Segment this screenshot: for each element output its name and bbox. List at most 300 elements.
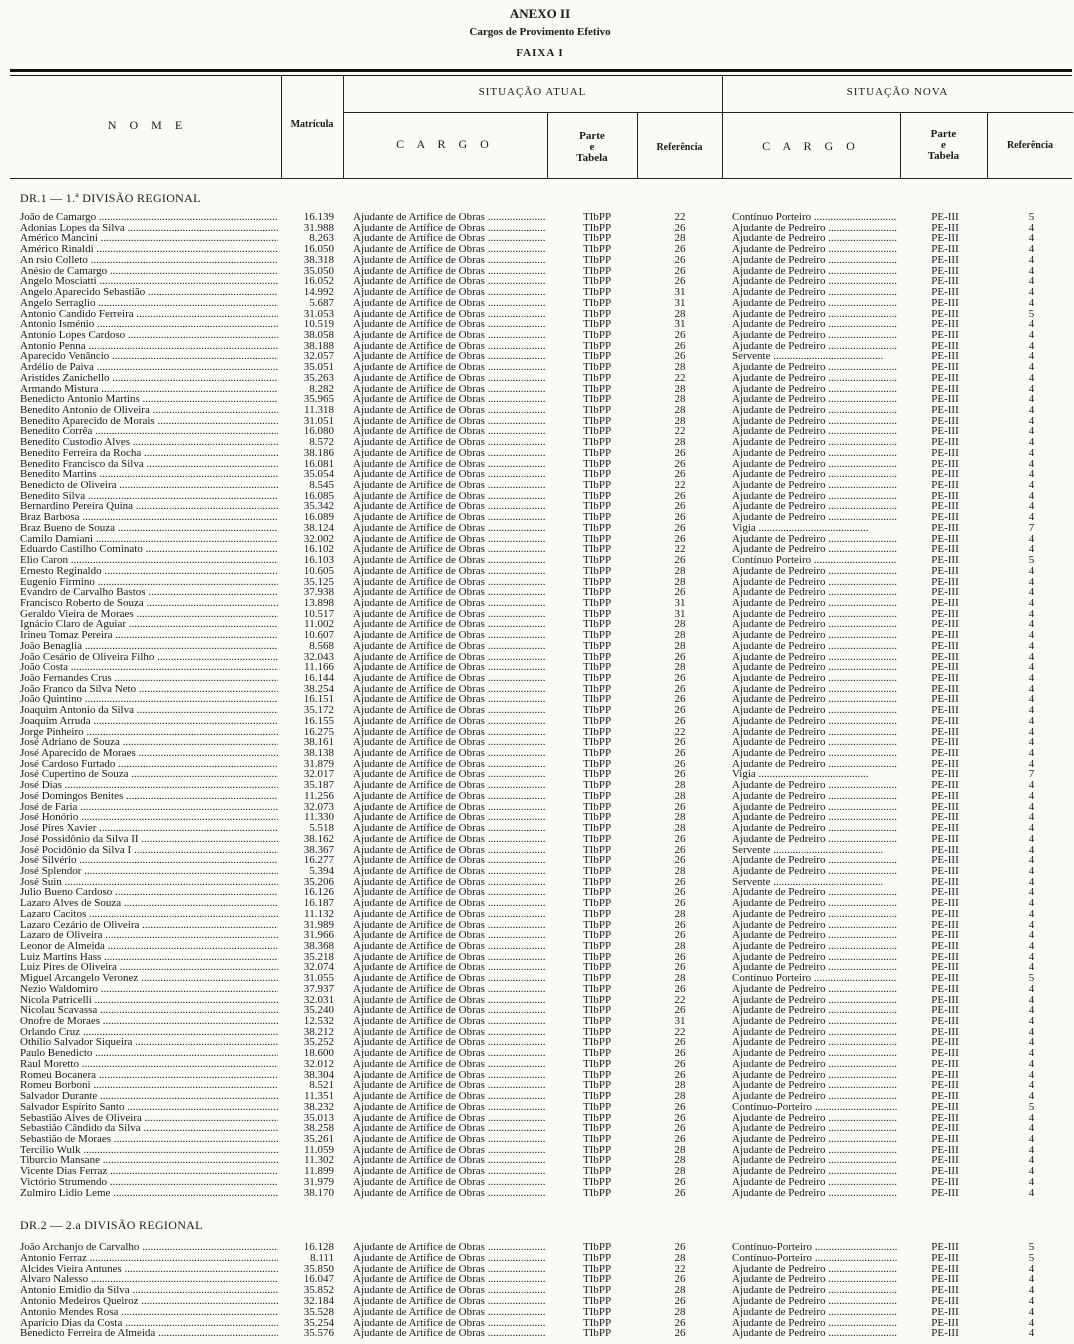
referencia-atual: 26 xyxy=(674,533,686,545)
referencia-nova: 4 xyxy=(1028,790,1035,802)
referencia-nova: 4 xyxy=(1028,244,1035,256)
referencia-nova: 4 xyxy=(1028,715,1035,727)
matricula: 16.128 xyxy=(303,1242,334,1253)
referencia-atual: 28 xyxy=(674,233,686,245)
parte-line-2: e xyxy=(589,141,595,153)
referencia-atual: 28 xyxy=(674,383,686,395)
employee-name: Nezio Waldomiro ..... xyxy=(20,984,278,995)
referencia-nova: 4 xyxy=(1028,222,1035,234)
referencia-nova: 4 xyxy=(1028,844,1035,856)
cargo-atual: Ajudante de Artífice de Obras ..... xyxy=(353,1328,545,1339)
cargo-atual: Ajudante de Artífice de Obras ..... xyxy=(353,416,545,427)
table-row xyxy=(0,684,1074,695)
employee-name: João Costa ..... xyxy=(20,662,278,673)
matricula: 32.057 xyxy=(303,351,334,363)
referencia-nova: 4 xyxy=(1028,887,1035,899)
matricula: 32.184 xyxy=(303,1296,334,1307)
matricula: 35.051 xyxy=(303,362,334,374)
cargo-atual: Ajudante de Artífice de Obras ..... xyxy=(353,727,545,738)
referencia-nova: 4 xyxy=(1028,533,1035,545)
parte-tabela-atual: TIbPP xyxy=(582,1252,612,1264)
cargo-novo: Ajudante de Pedreiro ..... xyxy=(732,448,897,459)
referencia-nova: 5 xyxy=(1028,555,1035,566)
parte-tabela-atual: TIbPP xyxy=(582,1187,612,1199)
cargo-atual: Ajudante de Artífice de Obras ..... xyxy=(353,1134,545,1145)
parte-tabela-nova: PE-III xyxy=(931,608,959,620)
table-row xyxy=(0,587,1074,598)
referencia-atual: 26 xyxy=(674,758,686,770)
matricula: 35.013 xyxy=(303,1112,334,1124)
cargo-atual: Ajudante de Artífice de Obras ..... xyxy=(353,619,545,630)
parte-tabela-nova: PE-III xyxy=(931,983,959,995)
employee-name: José Honório ..... xyxy=(20,812,278,823)
cargo-atual: Ajudante de Artífice de Obras ..... xyxy=(353,1005,545,1016)
employee-name: João Fernandes Crus ..... xyxy=(20,673,278,684)
matricula: 16.102 xyxy=(303,544,334,556)
parte-tabela-atual: TIbPP xyxy=(582,705,612,717)
referencia-atual: 26 xyxy=(674,1242,686,1253)
referencia-nova: 5 xyxy=(1028,1252,1035,1264)
matricula: 35.218 xyxy=(303,951,334,963)
matricula: 38.318 xyxy=(303,254,334,266)
referencia-atual: 26 xyxy=(674,887,686,899)
table-row xyxy=(0,1059,1074,1070)
cargo-novo: Ajudante de Pedreiro ..... xyxy=(732,1123,897,1134)
referencia-atual: 28 xyxy=(674,1166,686,1178)
matricula: 8.282 xyxy=(309,383,334,395)
cargo-novo: Ajudante de Pedreiro ..... xyxy=(732,962,897,973)
referencia-atual: 31 xyxy=(674,319,686,331)
parte-tabela-atual: TIbPP xyxy=(582,351,612,363)
cargo-atual: Ajudante de Artífice de Obras ..... xyxy=(353,587,545,598)
parte-tabela-nova: PE-III xyxy=(931,898,959,910)
table-row xyxy=(0,266,1074,277)
cargo-novo: Ajudante de Pedreiro ..... xyxy=(732,941,897,952)
table-row xyxy=(0,233,1074,244)
cargo-atual: Ajudante de Artífice de Obras ..... xyxy=(353,555,545,566)
parte-tabela-atual: TIbPP xyxy=(582,844,612,856)
employee-name: Aparecido Venâncio ..... xyxy=(20,351,278,362)
cargo-atual: Ajudante de Artífice de Obras ..... xyxy=(353,823,545,834)
header-bottom-rule xyxy=(10,178,1072,179)
referencia-atual: 26 xyxy=(674,265,686,277)
cargo-novo: Ajudante de Pedreiro ..... xyxy=(732,223,897,234)
referencia-atual: 28 xyxy=(674,308,686,320)
matricula: 35.965 xyxy=(303,394,334,406)
parte-tabela-atual: TIbPP xyxy=(582,576,612,588)
cargo-novo: Ajudante de Pedreiro ..... xyxy=(732,266,897,277)
table-row xyxy=(0,501,1074,512)
referencia-atual: 26 xyxy=(674,962,686,974)
referencia-nova: 4 xyxy=(1028,705,1035,717)
referencia-nova: 4 xyxy=(1028,962,1035,974)
cargo-atual: Ajudante de Artífice de Obras ..... xyxy=(353,1318,545,1329)
referencia-nova: 4 xyxy=(1028,1144,1035,1156)
referencia-atual: 26 xyxy=(674,844,686,856)
employee-name: An rsio Colleto ..... xyxy=(20,255,278,266)
cargo-atual: Ajudante de Artífice de Obras ..... xyxy=(353,469,545,480)
employee-name: Sebastião Alves de Oliveira ..... xyxy=(20,1113,278,1124)
table-row xyxy=(0,1113,1074,1124)
referencia-atual: 26 xyxy=(674,1112,686,1124)
matricula: 16.144 xyxy=(303,673,334,684)
table-row xyxy=(0,780,1074,791)
cargo-novo: Ajudante de Pedreiro ..... xyxy=(732,319,897,330)
employee-name: Lazaro Cezário de Oliveira ..... xyxy=(20,920,278,931)
table-row xyxy=(0,973,1074,984)
cargo-atual: Ajudante de Artífice de Obras ..... xyxy=(353,641,545,652)
parte-tabela-atual: TIbPP xyxy=(582,1166,612,1178)
referencia-atual: 22 xyxy=(674,726,686,738)
parte-tabela-nova: PE-III xyxy=(931,790,959,802)
referencia-atual: 28 xyxy=(674,1155,686,1167)
employee-name: Joaquim Antonio da Silva ..... xyxy=(20,705,278,716)
referencia-nova: 4 xyxy=(1028,437,1035,449)
cargo-novo: Ajudante de Pedreiro ..... xyxy=(732,426,897,437)
matricula: 16.139 xyxy=(303,212,334,223)
matricula: 35.850 xyxy=(303,1263,334,1275)
employee-name: Braz Barbosa ..... xyxy=(20,512,278,523)
parte-tabela-nova: PE-III xyxy=(931,340,959,352)
parte-tabela-atual: TIbPP xyxy=(582,265,612,277)
referencia-nova: 4 xyxy=(1028,265,1035,277)
matricula: 38.258 xyxy=(303,1123,334,1135)
referencia-atual: 26 xyxy=(674,351,686,363)
parte-tabela-atual: TIbPP xyxy=(582,855,612,867)
referencia-nova: 4 xyxy=(1028,1285,1035,1297)
referencia-nova: 4 xyxy=(1028,1058,1035,1070)
cargo-atual: Ajudante de Artífice de Obras ..... xyxy=(353,909,545,920)
matricula: 31.055 xyxy=(303,973,334,985)
parte-tabela-atual: TIbPP xyxy=(582,1005,612,1017)
cargo-novo: Ajudante de Pedreiro ..... xyxy=(732,1307,897,1318)
employee-name: Alcides Vieira Antunes ..... xyxy=(20,1264,278,1275)
table-row xyxy=(0,791,1074,802)
parte-tabela-atual: TIbPP xyxy=(582,533,612,545)
table-row xyxy=(0,330,1074,341)
cargo-novo: Ajudante de Pedreiro ..... xyxy=(732,727,897,738)
referencia-nova: 4 xyxy=(1028,512,1035,524)
employee-name: Angelo Aparecido Sebastião ..... xyxy=(20,287,278,298)
table-row xyxy=(0,448,1074,459)
matricula: 5.518 xyxy=(309,823,334,834)
referencia-atual: 26 xyxy=(674,340,686,352)
matricula: 38.170 xyxy=(303,1187,334,1199)
parte-tabela-nova: PE-III xyxy=(931,522,959,534)
employee-name: Antonio Candido Ferreira ..... xyxy=(20,309,278,320)
matricula: 16.275 xyxy=(303,726,334,738)
parte-tabela-nova: PE-III xyxy=(931,587,959,599)
referencia-atual: 28 xyxy=(674,823,686,834)
matricula: 18.600 xyxy=(303,1048,334,1060)
referencia-atual: 28 xyxy=(674,576,686,588)
matricula: 32.073 xyxy=(303,801,334,813)
parte-tabela-atual: TIbPP xyxy=(582,437,612,449)
faixa-label: FAIXA I xyxy=(516,47,564,59)
parte-tabela-atual: TIbPP xyxy=(582,823,612,834)
employee-name: Irineu Tomaz Pereira ..... xyxy=(20,630,278,641)
referencia-nova: 4 xyxy=(1028,898,1035,910)
parte-tabela-atual: TIbPP xyxy=(582,1133,612,1145)
table-row xyxy=(0,887,1074,898)
parte-tabela-nova: PE-III xyxy=(931,887,959,899)
table-row xyxy=(0,1005,1074,1016)
cargo-atual: Ajudante de Artífice de Obras ..... xyxy=(353,233,545,244)
referencia-atual: 22 xyxy=(674,1026,686,1038)
referencia-nova: 5 xyxy=(1028,973,1035,985)
table-row xyxy=(0,1307,1074,1318)
parte-tabela-nova: PE-III xyxy=(931,383,959,395)
matricula: 31.879 xyxy=(303,758,334,770)
referencia-atual: 26 xyxy=(674,1133,686,1145)
referencia-nova: 4 xyxy=(1028,994,1035,1006)
table-row xyxy=(0,459,1074,470)
parte-tabela-atual: TIbPP xyxy=(582,1048,612,1060)
parte-tabela-nova: PE-III xyxy=(931,351,959,363)
employee-name: Antonio Emidio da Silva ..... xyxy=(20,1285,278,1296)
matricula: 16.103 xyxy=(303,555,334,566)
table-row xyxy=(0,512,1074,523)
parte-tabela-nova: PE-III xyxy=(931,490,959,502)
parte-tabela-atual: TIbPP xyxy=(582,833,612,845)
employee-name: Benedicto Antonio Martins ..... xyxy=(20,394,278,405)
table-row xyxy=(0,716,1074,727)
cargo-atual: Ajudante de Artífice de Obras ..... xyxy=(353,426,545,437)
table-row xyxy=(0,1134,1074,1145)
cargo-atual: Ajudante de Artífice de Obras ..... xyxy=(353,1059,545,1070)
parte-tabela-nova: PE-III xyxy=(931,1317,959,1329)
referencia-atual: 26 xyxy=(674,1005,686,1017)
column-header-nome: N O M E xyxy=(107,118,188,132)
cargo-atual: Ajudante de Artífice de Obras ..... xyxy=(353,266,545,277)
cargo-novo: Ajudante de Pedreiro ..... xyxy=(732,1166,897,1177)
cargo-novo: Ajudante de Pedreiro ..... xyxy=(732,1005,897,1016)
parte-tabela-atual: TIbPP xyxy=(582,297,612,309)
referencia-atual: 26 xyxy=(674,694,686,706)
employee-name: João Cesário de Oliveira Filho ..... xyxy=(20,652,278,663)
employee-name: José de Faria ..... xyxy=(20,802,278,813)
referencia-atual: 26 xyxy=(674,983,686,995)
employee-name: José Pocidônio da Silva I ..... xyxy=(20,845,278,856)
parte-tabela-atual: TIbPP xyxy=(582,587,612,599)
top-rule-thin xyxy=(10,75,1072,76)
employee-name: José Cupertino de Souza ..... xyxy=(20,769,278,780)
table-row xyxy=(0,309,1074,320)
cargo-atual: Ajudante de Artífice de Obras ..... xyxy=(353,1123,545,1134)
table-row xyxy=(0,641,1074,652)
parte-tabela-atual: TIbPP xyxy=(582,790,612,802)
column-header-situacao-atual: SITUAÇÃO ATUAL xyxy=(478,86,587,98)
referencia-atual: 28 xyxy=(674,362,686,374)
cargo-novo: Contínuo-Porteiro ..... xyxy=(732,1242,897,1253)
referencia-atual: 28 xyxy=(674,394,686,406)
employee-name: Anésio de Camargo ..... xyxy=(20,266,278,277)
referencia-atual: 26 xyxy=(674,469,686,481)
parte-tabela-atual: TIbPP xyxy=(582,340,612,352)
cargo-novo: Contínuo Porteiro ..... xyxy=(732,212,897,223)
table-row xyxy=(0,1145,1074,1156)
cargo-atual: Ajudante de Artífice de Obras ..... xyxy=(353,1027,545,1038)
parte-tabela-nova: PE-III xyxy=(931,319,959,331)
employee-name: Salvador Durante ..... xyxy=(20,1091,278,1102)
cargo-novo: Vigia ..... xyxy=(732,523,897,534)
table-row xyxy=(0,1285,1074,1296)
matricula: 38.367 xyxy=(303,844,334,856)
matricula: 38.188 xyxy=(303,340,334,352)
matricula: 8.545 xyxy=(309,480,334,491)
referencia-nova: 4 xyxy=(1028,1005,1035,1017)
parte-tabela-nova: PE-III xyxy=(931,544,959,556)
employee-name: José Splendor ..... xyxy=(20,866,278,877)
table-row xyxy=(0,748,1074,759)
matricula: 5.394 xyxy=(309,865,334,877)
matricula: 38.304 xyxy=(303,1069,334,1081)
parte-tabela-atual: TIbPP xyxy=(582,490,612,502)
cargo-novo: Vigia ..... xyxy=(732,769,897,780)
cargo-atual: Ajudante de Artífice de Obras ..... xyxy=(353,577,545,588)
cargo-atual: Ajudante de Artífice de Obras ..... xyxy=(353,941,545,952)
cargo-novo: Ajudante de Pedreiro ..... xyxy=(732,684,897,695)
table-row xyxy=(0,351,1074,362)
cargo-atual: Ajudante de Artífice de Obras ..... xyxy=(353,855,545,866)
matricula: 11.002 xyxy=(304,619,334,631)
parte-tabela-atual: TIbPP xyxy=(582,426,612,438)
referencia-nova: 4 xyxy=(1028,426,1035,438)
parte-tabela-atual: TIbPP xyxy=(582,597,612,609)
cargo-atual: Ajudante de Artífice de Obras ..... xyxy=(353,1145,545,1156)
parte-tabela-nova: PE-III xyxy=(931,405,959,416)
parte-tabela-nova: PE-III xyxy=(931,1296,959,1307)
employee-name: Antonio Mendes Rosa ..... xyxy=(20,1307,278,1318)
parte-tabela-atual: TIbPP xyxy=(582,447,612,459)
matricula: 10.519 xyxy=(303,319,334,331)
column-header-cargo-atual: C A R G O xyxy=(396,137,494,151)
referencia-atual: 26 xyxy=(674,930,686,942)
cargo-novo: Ajudante de Pedreiro ..... xyxy=(732,1296,897,1307)
parte-tabela-atual: TIbPP xyxy=(582,362,612,374)
parte-tabela-nova: PE-III xyxy=(931,1123,959,1135)
cargo-novo: Ajudante de Pedreiro ..... xyxy=(732,834,897,845)
employee-name: José Dias ..... xyxy=(20,780,278,791)
matricula: 38.138 xyxy=(303,748,334,759)
parte-tabela-atual: TIbPP xyxy=(582,769,612,781)
referencia-atual: 26 xyxy=(674,501,686,513)
cargo-atual: Ajudante de Artífice de Obras ..... xyxy=(353,1091,545,1102)
table-row xyxy=(0,1242,1074,1253)
cargo-novo: Contínuo-Porteiro ..... xyxy=(732,1102,897,1113)
employee-name: Victório Strumendo ..... xyxy=(20,1177,278,1188)
referencia-atual: 26 xyxy=(674,898,686,910)
matricula: 35.576 xyxy=(303,1328,334,1340)
cargo-novo: Ajudante de Pedreiro ..... xyxy=(732,759,897,770)
cargo-atual: Ajudante de Artífice de Obras ..... xyxy=(353,1102,545,1113)
cargo-atual: Ajudante de Artífice de Obras ..... xyxy=(353,1264,545,1275)
table-row xyxy=(0,362,1074,373)
parte-tabela-atual: TIbPP xyxy=(582,748,612,759)
referencia-nova: 4 xyxy=(1028,1112,1035,1124)
cargo-novo: Ajudante de Pedreiro ..... xyxy=(732,587,897,598)
referencia-nova: 4 xyxy=(1028,694,1035,706)
parte-tabela-atual: TIbPP xyxy=(582,715,612,727)
referencia-nova: 4 xyxy=(1028,630,1035,642)
parte-tabela-atual: TIbPP xyxy=(582,1274,612,1286)
parte-tabela-atual: TIbPP xyxy=(582,1306,612,1318)
employee-name: Joaquim Arruda ..... xyxy=(20,716,278,727)
employee-name: Jorge Pinheiro ..... xyxy=(20,727,278,738)
matricula: 8.572 xyxy=(309,437,334,449)
parte-tabela-atual: TIbPP xyxy=(582,212,612,223)
cargo-atual: Ajudante de Artífice de Obras ..... xyxy=(353,652,545,663)
table-row xyxy=(0,426,1074,437)
employee-name: Miguel Arcangelo Veronez ..... xyxy=(20,973,278,984)
column-header-matricula: Matrícula xyxy=(290,119,334,130)
matricula: 38.232 xyxy=(303,1101,334,1113)
referencia-atual: 26 xyxy=(674,769,686,781)
referencia-nova: 4 xyxy=(1028,865,1035,877)
referencia-atual: 26 xyxy=(674,748,686,759)
employee-name: Benedito Francisco da Silva ..... xyxy=(20,459,278,470)
referencia-nova: 4 xyxy=(1028,983,1035,995)
referencia-nova: 4 xyxy=(1028,1317,1035,1329)
cargo-atual: Ajudante de Artífice de Obras ..... xyxy=(353,1307,545,1318)
parte-tabela-atual: TIbPP xyxy=(582,512,612,524)
referencia-atual: 26 xyxy=(674,919,686,931)
employee-name: Benedicto Ferreira de Almeida ..... xyxy=(20,1328,278,1339)
cargo-novo: Ajudante de Pedreiro ..... xyxy=(732,566,897,577)
matricula: 35.054 xyxy=(303,469,334,481)
table-row xyxy=(0,909,1074,920)
referencia-atual: 22 xyxy=(674,212,686,223)
cargo-atual: Ajudante de Artífice de Obras ..... xyxy=(353,1070,545,1081)
referencia-nova: 5 xyxy=(1028,308,1035,320)
table-row xyxy=(0,341,1074,352)
parte-tabela-atual: TIbPP xyxy=(582,865,612,877)
parte-tabela-atual: TIbPP xyxy=(582,630,612,642)
parte-tabela-atual: TIbPP xyxy=(582,1026,612,1038)
cargo-novo: Ajudante de Pedreiro ..... xyxy=(732,384,897,395)
referencia-atual: 26 xyxy=(674,1176,686,1188)
cargo-atual: Ajudante de Artífice de Obras ..... xyxy=(353,598,545,609)
cargo-novo: Ajudante de Pedreiro ..... xyxy=(732,694,897,705)
referencia-atual: 26 xyxy=(674,447,686,459)
referencia-nova: 4 xyxy=(1028,362,1035,374)
parte-tabela-atual: TIbPP xyxy=(582,522,612,534)
referencia-nova: 4 xyxy=(1028,1328,1035,1340)
cargo-novo: Ajudante de Pedreiro ..... xyxy=(732,1027,897,1038)
parte-tabela-atual: TIbPP xyxy=(582,758,612,770)
parte-tabela-nova: PE-III xyxy=(931,1080,959,1092)
parte-tabela-nova: PE-III xyxy=(931,1285,959,1297)
employee-name: Ernesto Reginaldo ..... xyxy=(20,566,278,577)
table-row xyxy=(0,534,1074,545)
matricula: 35.254 xyxy=(303,1317,334,1329)
employee-name: Raul Moretto ..... xyxy=(20,1059,278,1070)
parte-tabela-atual: TIbPP xyxy=(582,619,612,631)
table-row xyxy=(0,287,1074,298)
matricula: 38.186 xyxy=(303,447,334,459)
referencia-nova: 4 xyxy=(1028,748,1035,759)
matricula: 32.017 xyxy=(303,769,334,781)
parte-tabela-atual: TIbPP xyxy=(582,1112,612,1124)
matricula: 37.937 xyxy=(303,983,334,995)
parte-tabela-atual: TIbPP xyxy=(582,501,612,513)
cargo-novo: Ajudante de Pedreiro ..... xyxy=(732,802,897,813)
parte-tabela-nova: PE-III xyxy=(931,941,959,952)
parte-tabela-nova: PE-III xyxy=(931,1048,959,1060)
matricula: 11.256 xyxy=(304,790,334,802)
cargo-atual: Ajudante de Artífice de Obras ..... xyxy=(353,373,545,384)
table-row xyxy=(0,609,1074,620)
